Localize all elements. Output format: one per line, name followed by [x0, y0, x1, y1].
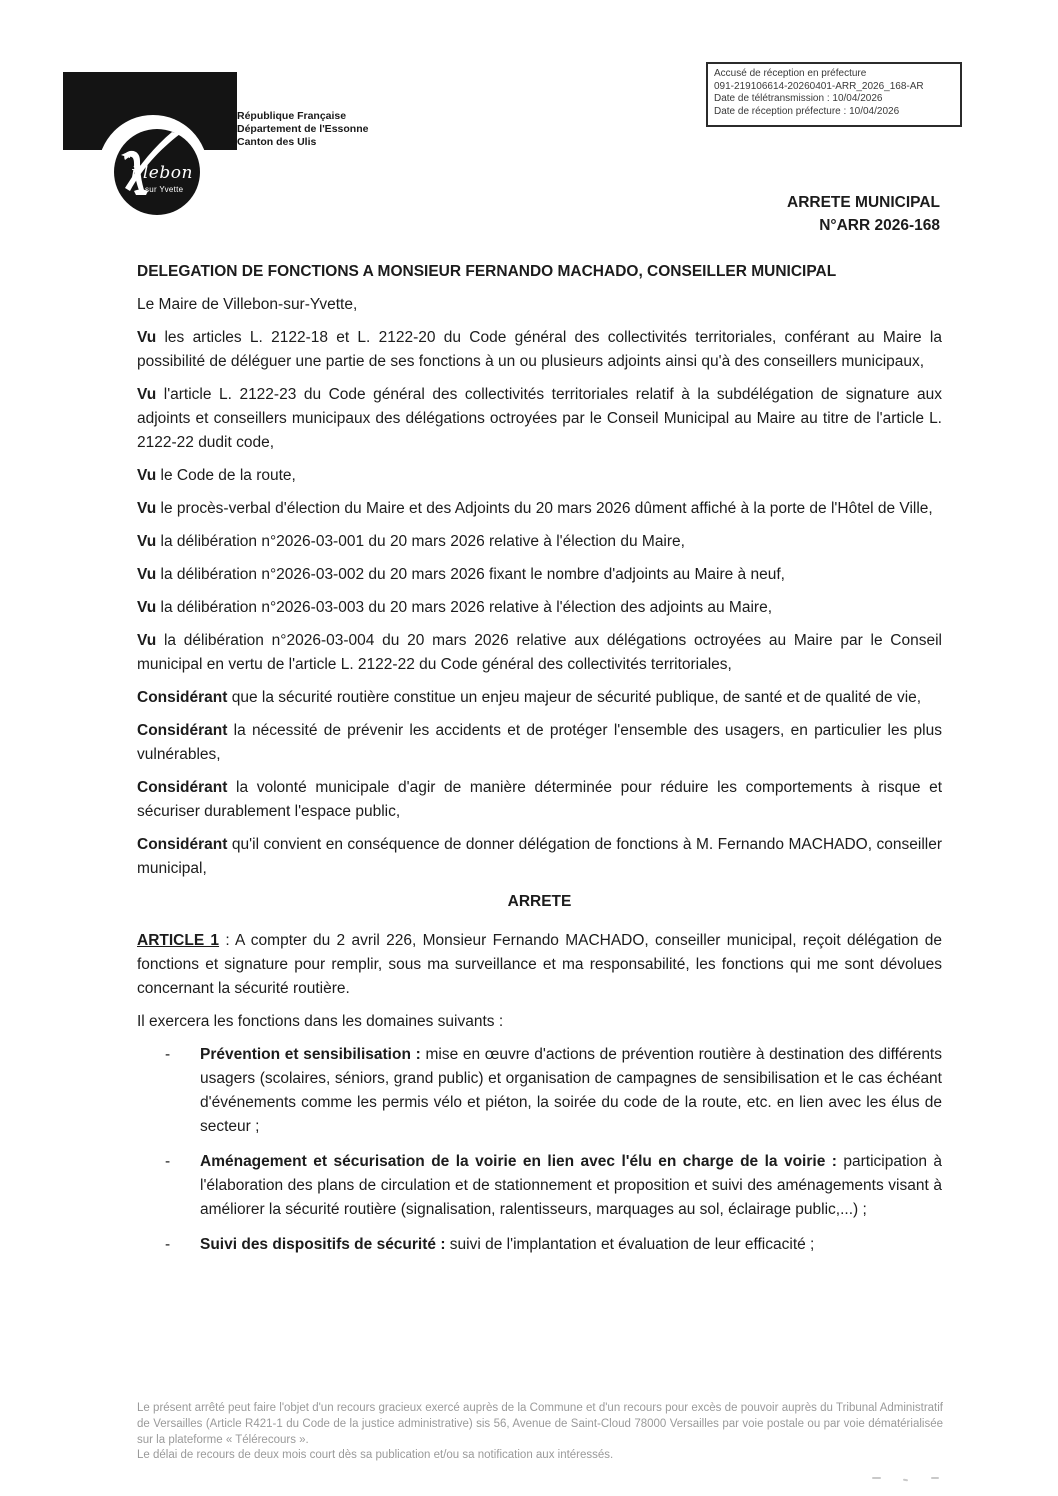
recital-text: la volonté municipale d'agir de manière déterminée pour réduire les comportements à risque et sécuriser durablement l'espace public,	[137, 779, 942, 820]
recital-lead: Vu	[137, 566, 157, 583]
recital	[137, 563, 942, 587]
list-item	[137, 1043, 942, 1139]
recital-text: la délibération n°2026-03-001 du 20 mars 2026 relative à l'élection du Maire,	[156, 533, 685, 550]
footer-line: Le délai de recours de deux mois court dès sa publication et/ou sa notification aux intéressés.	[137, 1449, 614, 1462]
article-1-text: : A compter du 2 avril 226, Monsieur Fernando MACHADO, conseiller municipal, reçoit délégation de fonctions et signature pour remplir, sous ma surveillance et ma responsabilité, les fonctions qui me sont dévolues concernant la sécurité routière.	[137, 932, 942, 997]
bullet-text	[200, 1043, 942, 1139]
recital-lead: Vu	[137, 632, 157, 649]
bullet-lead: Aménagement et sécurisation de la voirie en lien avec l'élu en charge de la voirie :	[200, 1153, 837, 1170]
stamp-line: Accusé de réception en préfecture	[714, 68, 867, 79]
stamp-line: 091-219106614-20260401-ARR_2026_168-AR	[714, 80, 924, 92]
logo-circle	[114, 129, 200, 215]
bullet-lead: Suivi des dispositifs de sécurité :	[200, 1236, 446, 1253]
region-lines	[237, 110, 368, 149]
bullet-dash: -	[165, 1046, 171, 1063]
legal-footer	[137, 1401, 943, 1464]
recital-lead: Vu	[137, 329, 157, 346]
bullet-body: mise en œuvre d'actions de prévention routière à destination des différents usagers (scolaires, séniors, grand public) et organisation de campagnes de sensibilisation et le cas échéant d'événements comme les permis vélo et piéton, la soirée du code de la route, etc. en lien avec les élus de secteur ;	[200, 1046, 942, 1135]
document-body	[137, 260, 942, 1268]
recital-text: que la sécurité routière constitue un enjeu majeur de sécurité publique, de santé et de qualité de vie,	[227, 689, 922, 706]
bullet-lead: Prévention et sensibilisation :	[200, 1046, 421, 1063]
recital-lead: Considérant	[137, 689, 228, 706]
recital-text: qu'il convient en conséquence de donner délégation de fonctions à M. Fernando MACHADO, conseiller municipal,	[137, 836, 942, 877]
recital	[137, 776, 942, 824]
recital	[137, 686, 942, 710]
logo-city-subtitle: sur Yvette	[145, 185, 184, 194]
bullet-body: suivi de l'implantation et évaluation de leur efficacité ;	[445, 1236, 815, 1253]
logo-city-name: illebon	[131, 163, 193, 183]
document-title: DELEGATION DE FONCTIONS A MONSIEUR FERNANDO MACHADO, CONSEILLER MUNICIPAL	[137, 263, 837, 280]
bullet-dash: -	[165, 1236, 171, 1253]
stamp-line: Date de réception préfecture : 10/04/2026	[714, 105, 900, 117]
recital-lead: Considérant	[137, 779, 228, 796]
recital-lead: Considérant	[137, 722, 228, 739]
city-logo	[63, 72, 238, 232]
recital-text: l'article L. 2122-23 du Code général des collectivités territoriales relatif à la subdélégation de signature aux adjoints et conseillers municipaux des délégations octroyées par le Conseil Municipal au Maire au titre de l'article L. 2122-22 dudit code,	[137, 386, 942, 451]
recital-text: le procès-verbal d'élection du Maire et des Adjoints du 20 mars 2026 dûment affiché à la porte de l'Hôtel de Ville,	[156, 500, 933, 517]
bullet-dash: -	[165, 1153, 171, 1170]
recital	[137, 383, 942, 455]
recital-lead: Vu	[137, 500, 157, 517]
prefecture-stamp	[706, 62, 962, 127]
bullet-text	[200, 1233, 942, 1257]
recital-lead: Vu	[137, 386, 157, 403]
recital	[137, 326, 942, 374]
intro-line: Le Maire de Villebon-sur-Yvette,	[137, 296, 358, 313]
list-item	[137, 1150, 942, 1222]
stamp-line: Date de télétransmission : 10/04/2026	[714, 93, 883, 104]
recital-lead: Vu	[137, 599, 157, 616]
recital	[137, 719, 942, 767]
recital-lead: Vu	[137, 533, 157, 550]
document-type: ARRETE MUNICIPAL	[787, 194, 940, 211]
scan-artifact	[931, 1477, 939, 1479]
recital	[137, 464, 942, 488]
recital	[137, 629, 942, 677]
scan-artifact	[903, 1479, 908, 1482]
document-number: N°ARR 2026-168	[819, 217, 940, 234]
footer-line: Le présent arrêté peut faire l'objet d'un recours gracieux exercé auprès de la Commune et d'un recours pour excès de pouvoir auprès du Tribunal Administratif de Versailles (Article R421-1 du Code de la justice administrative) sis 56, Avenue de Saint-Cloud 78000 Versailles par voie postale ou par voie dématérialisée sur la plateforme « Télérecours ».	[137, 1402, 943, 1446]
recital-lead: Considérant	[137, 836, 228, 853]
recital-text: la délibération n°2026-03-003 du 20 mars 2026 relative à l'élection des adjoints au Maire,	[156, 599, 772, 616]
recital-text: la délibération n°2026-03-002 du 20 mars 2026 fixant le nombre d'adjoints au Maire à neuf,	[156, 566, 785, 583]
region-line-republique: République Française	[237, 110, 347, 122]
list-item	[137, 1233, 942, 1257]
recital	[137, 530, 942, 554]
recital-text: le Code de la route,	[156, 467, 296, 484]
recital	[137, 497, 942, 521]
article-1	[137, 929, 942, 1001]
recital-lead: Vu	[137, 467, 157, 484]
document-id	[787, 191, 940, 237]
bullet-body: participation à l'élaboration des plans de circulation et de stationnement et proposition et suivi des aménagements visant à améliorer la sécurité routière (signalisation, ralentisseurs, marquages au sol, éclairage public,...) ;	[200, 1153, 942, 1218]
recital-text: la nécessité de prévenir les accidents et de protéger l'ensemble des usagers, en particulier les plus vulnérables,	[137, 722, 942, 763]
arrete-heading: ARRETE	[507, 893, 572, 910]
recital-text: les articles L. 2122-18 et L. 2122-20 du Code général des collectivités territoriales, conférant au Maire la possibilité de déléguer une partie de ses fonctions à un ou plusieurs adjoints ainsi qu'à des conseillers municipaux,	[137, 329, 942, 370]
recital	[137, 596, 942, 620]
region-line-departement: Département de l'Essonne	[237, 123, 369, 135]
region-line-canton: Canton des Ulis	[237, 136, 317, 148]
bullet-text	[200, 1150, 942, 1222]
domains-intro: Il exercera les fonctions dans les domaines suivants :	[137, 1013, 504, 1030]
article-1-label: ARTICLE 1	[137, 932, 220, 949]
recital-text: la délibération n°2026-03-004 du 20 mars 2026 relative aux délégations octroyées au Maire par le Conseil municipal en vertu de l'article L. 2122-22 du Code général des collectivités territoriales,	[137, 632, 942, 673]
scan-artifact	[872, 1477, 881, 1479]
recital	[137, 833, 942, 881]
